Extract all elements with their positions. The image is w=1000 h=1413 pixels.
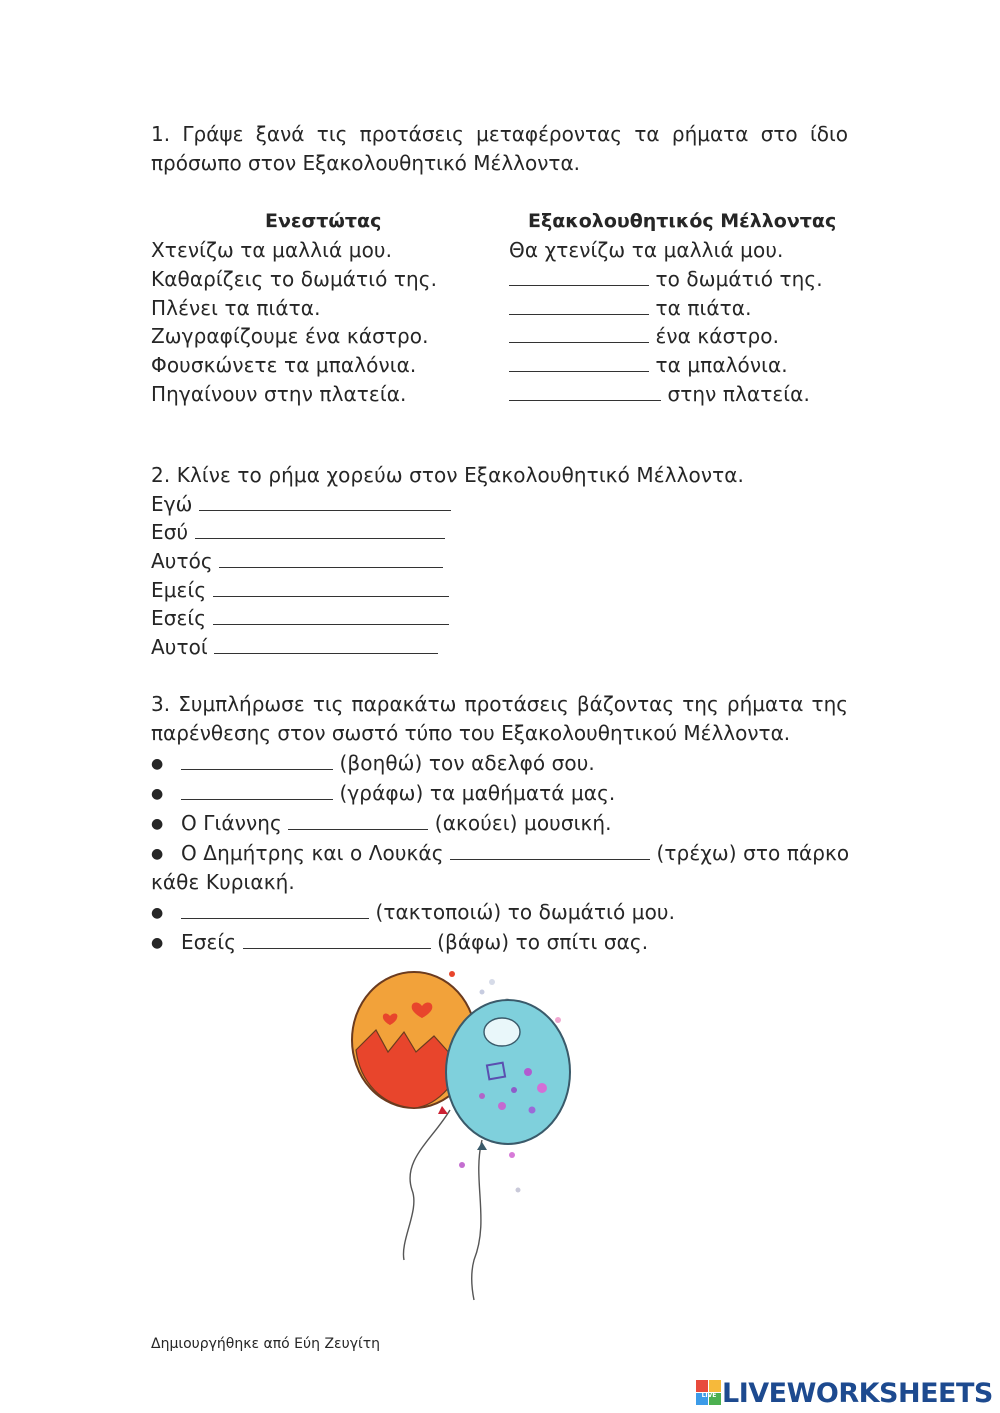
- polka-dot: [537, 1083, 547, 1093]
- pronoun-eseis: Εσείς: [151, 606, 207, 630]
- future-sentence-6: στην πλατεία.: [667, 382, 810, 406]
- future-tense-header: Εξακολουθητικός Μέλλοντας: [528, 210, 837, 232]
- answer-blank-future-3[interactable]: [509, 295, 649, 315]
- answer-blank-eseis[interactable]: [213, 605, 449, 625]
- present-sentence-1: Χτενίζω τα μαλλιά μου.: [151, 238, 393, 262]
- balloon-knot: [477, 1142, 487, 1150]
- liveworksheets-logo: [696, 1378, 993, 1408]
- confetti-dot: [509, 1152, 515, 1158]
- fill-item-2: [151, 779, 615, 809]
- confetti-dot: [459, 1162, 465, 1168]
- present-tense-header: Ενεστώτας: [265, 210, 382, 232]
- answer-blank-future-2[interactable]: [509, 266, 649, 286]
- item-1-verb: (βοηθώ) τον αδελφό σου.: [339, 751, 595, 775]
- item-2-verb: (γράφω) τα μαθήματά μας.: [339, 781, 616, 805]
- pronoun-aftoi: Αυτοί: [151, 635, 208, 659]
- future-sentence-4: ένα κάστρο.: [655, 324, 780, 348]
- polka-dot: [479, 1093, 485, 1099]
- polka-dot: [511, 1087, 517, 1093]
- future-row-6: [509, 380, 810, 409]
- polka-dot: [529, 1107, 536, 1114]
- answer-blank-esy[interactable]: [195, 519, 445, 539]
- future-row-3: [509, 294, 752, 323]
- pronoun-emeis: Εμείς: [151, 578, 207, 602]
- fill-item-1: [151, 749, 595, 779]
- balloon-string: [472, 1140, 482, 1300]
- balloon-highlight: [484, 1018, 520, 1046]
- answer-blank-item-2[interactable]: [181, 780, 333, 800]
- pronoun-esy: Εσύ: [151, 520, 189, 544]
- future-sentence-3: τα πιάτα.: [655, 296, 752, 320]
- item-4-continuation: κάθε Κυριακή.: [151, 870, 295, 894]
- answer-blank-future-6[interactable]: [509, 381, 661, 401]
- answer-blank-future-5[interactable]: [509, 352, 649, 372]
- answer-blank-item-3[interactable]: [288, 810, 428, 830]
- confetti-dot: [480, 990, 485, 995]
- present-sentence-6: Πηγαίνουν στην πλατεία.: [151, 382, 407, 406]
- fill-item-3: [151, 809, 612, 839]
- author-credit: Δημιουργήθηκε από Εύη Ζευγίτη: [151, 1336, 381, 1352]
- conjugation-row-aftoi: [151, 633, 438, 662]
- present-sentence-3: Πλένει τα πιάτα.: [151, 296, 321, 320]
- pronoun-aftos: Αυτός: [151, 549, 213, 573]
- pronoun-ego: Εγώ: [151, 492, 193, 516]
- confetti-dot: [449, 971, 455, 977]
- present-sentence-2: Καθαρίζεις το δωμάτιό της.: [151, 267, 438, 291]
- conjugation-row-ego: [151, 490, 451, 519]
- present-sentence-5: Φουσκώνετε τα μπαλόνια.: [151, 353, 417, 377]
- balloons-illustration: [342, 960, 578, 1316]
- future-sentence-1: Θα χτενίζω τα μαλλιά μου.: [509, 238, 784, 262]
- bullet-icon: ●: [151, 786, 164, 802]
- fill-item-6: [151, 928, 648, 958]
- item-6-verb: (βάφω) το σπίτι σας.: [437, 930, 649, 954]
- answer-blank-aftos[interactable]: [219, 548, 443, 568]
- liveworksheets-logo-text: LIVEWORKSHEETS: [722, 1377, 993, 1409]
- confetti-dot: [516, 1188, 521, 1193]
- answer-blank-item-1[interactable]: [181, 750, 333, 770]
- fill-item-5: [151, 898, 675, 928]
- item-3-verb: (ακούει) μουσική.: [434, 811, 612, 835]
- polka-dot: [524, 1068, 532, 1076]
- answer-blank-future-4[interactable]: [509, 323, 649, 343]
- exercise-1-instruction: 1. Γράψε ξανά τις προτάσεις μεταφέροντας τα ρήματα στο ίδιο πρόσωπο στον Εξακολουθητικό Μέλλοντα.: [151, 122, 848, 175]
- present-sentence-4: Ζωγραφίζουμε ένα κάστρο.: [151, 324, 429, 348]
- bullet-icon: ●: [151, 756, 164, 772]
- answer-blank-item-5[interactable]: [181, 899, 369, 919]
- confetti-dot: [555, 1017, 561, 1023]
- liveworksheets-logo-icon: [696, 1380, 722, 1406]
- conjugation-row-aftos: [151, 547, 443, 576]
- answer-blank-item-4[interactable]: [450, 840, 650, 860]
- future-row-5: [509, 351, 788, 380]
- svg-text:LIVE: LIVE: [701, 1392, 717, 1399]
- exercise-2-instruction: 2. Κλίνε το ρήμα χορεύω στον Εξακολουθητικό Μέλλοντα.: [151, 463, 744, 487]
- exercise-3-instruction: 3. Συμπλήρωσε τις παρακάτω προτάσεις βάζοντας της ρήματα της παρένθεσης στον σωστό τύπο του Εξακολουθητικού Μέλλοντα.: [151, 692, 848, 745]
- bullet-icon: ●: [151, 935, 164, 951]
- item-4-verb: (τρέχω) στο πάρκο: [656, 841, 850, 865]
- confetti-dot: [489, 979, 495, 985]
- future-sentence-2: το δωμάτιό της.: [655, 267, 823, 291]
- fill-item-4: [151, 839, 849, 869]
- answer-blank-aftoi[interactable]: [214, 634, 438, 654]
- bullet-icon: ●: [151, 905, 164, 921]
- item-4-subject: Ο Δημήτρης και ο Λουκάς: [181, 841, 444, 865]
- answer-blank-item-6[interactable]: [243, 929, 431, 949]
- answer-blank-emeis[interactable]: [213, 577, 449, 597]
- future-row-4: [509, 322, 779, 351]
- bullet-icon: ●: [151, 816, 164, 832]
- conjugation-row-esy: [151, 518, 445, 547]
- bullet-icon: ●: [151, 846, 164, 862]
- conjugation-row-eseis: [151, 604, 449, 633]
- balloon-string: [403, 1110, 450, 1260]
- conjugation-row-emeis: [151, 576, 449, 605]
- item-3-subject: Ο Γιάννης: [181, 811, 282, 835]
- item-6-subject: Εσείς: [181, 930, 237, 954]
- answer-blank-ego[interactable]: [199, 491, 451, 511]
- polka-dot: [498, 1102, 506, 1110]
- future-row-2: [509, 265, 823, 294]
- future-sentence-5: τα μπαλόνια.: [655, 353, 788, 377]
- item-5-verb: (τακτοποιώ) το δωμάτιό μου.: [375, 900, 676, 924]
- balloon-knot: [438, 1106, 448, 1114]
